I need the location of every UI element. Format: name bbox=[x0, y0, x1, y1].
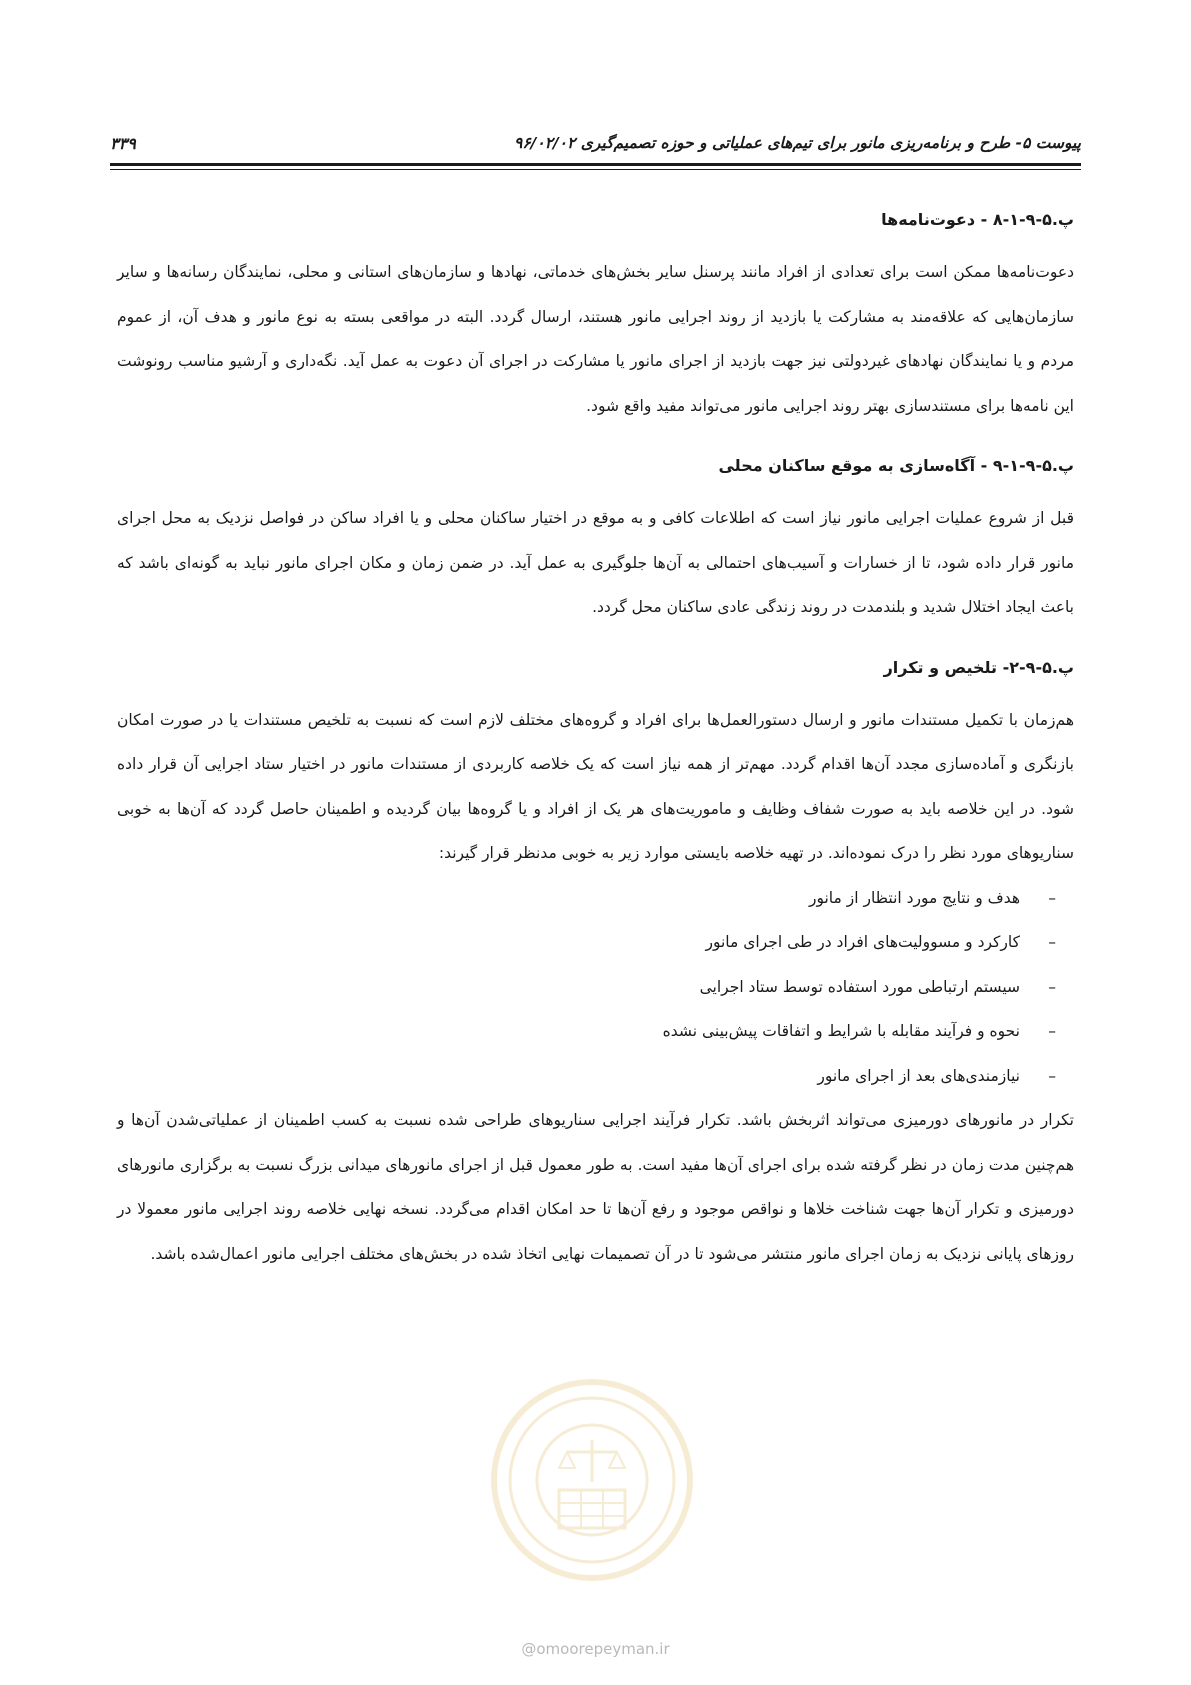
list-item bbox=[117, 1054, 1056, 1099]
section-paragraph-repetition: تکرار در مانورهای دورمیزی می‌تواند اثربخش باشد. تکرار فرآیند اجرایی سناریوهای طراحی شده نسبت به کسب اطمینان از عملیاتی‌شدن آن‌ها و هم‌چنین مدت زمان در نظر گرفته شده برای اجرای آن‌ها مفید است. به طور معمول قبل از اجرای مانورهای میدانی بزرگ نسبت به برگزاری مانورهای دورمیزی و تکرار آن‌ها جهت شناخت خلاها و نواقص موجود و رفع آن‌ها تا حد امکان اقدام می‌گردد. نسخه نهایی خلاصه روند اجرایی مانور معمولا در روزهای پایانی نزدیک به زمان اجرای مانور منتشر می‌شود تا در آن تصمیمات نهایی اتخاذ شده در بخش‌های مختلف اجرایی مانور اعمال‌شده باشد. bbox=[117, 1111, 1074, 1263]
page-number: ۳۳۹ bbox=[110, 133, 136, 153]
bullet-dash: – bbox=[1048, 977, 1056, 996]
header-rule-thin bbox=[110, 169, 1081, 170]
list-item-text: سیستم ارتباطی مورد استفاده توسط ستاد اجرایی bbox=[699, 977, 1020, 996]
list-item-text: نحوه و فرآیند مقابله با شرایط و اتفاقات پیش‌بینی نشده bbox=[662, 1022, 1020, 1040]
list-item-text: هدف و نتایج مورد انتظار از مانور bbox=[809, 888, 1020, 907]
list-item bbox=[117, 876, 1056, 921]
section-paragraph-summary: هم‌زمان با تکمیل مستندات مانور و ارسال دستورالعمل‌ها برای افراد و گروه‌های مختلف لازم است که نسبت به تلخیص مستندات یا در صورت امکان بازنگری و آماده‌سازی مجدد آن‌ها اقدام گردد. مهم‌تر از همه نیاز است که یک خلاصه کاربردی از مستندات مانور در اختیار ستاد اجرایی آن قرار داده شود. در این خلاصه باید به صورت شفاف وظایف و ماموریت‌های هر یک از افراد و یا گروه‌ها بیان گردیده و اطمینان حاصل گردد که آن‌ها به خوبی سناریوهای مورد نظر را درک نموده‌اند. در تهیه خلاصه بایستی موارد زیر به خوبی مدنظر قرار گیرند: bbox=[117, 710, 1074, 862]
list-item bbox=[117, 920, 1056, 965]
bullet-dash: – bbox=[1048, 1022, 1056, 1040]
bullet-dash: – bbox=[1048, 888, 1056, 907]
running-header bbox=[110, 126, 1081, 160]
section-heading-summary: پ.۵-۹-۲- تلخیص و تکرار bbox=[883, 657, 1074, 677]
bullet-dash: – bbox=[1048, 933, 1056, 951]
list-item bbox=[117, 965, 1056, 1010]
list-item-text: نیازمندی‌های بعد از اجرای مانور bbox=[817, 1066, 1020, 1085]
list-item-text: کارکرد و مسوولیت‌های افراد در طی اجرای مانور bbox=[705, 933, 1020, 951]
seal-emblem-icon bbox=[487, 1370, 697, 1590]
summary-bullet-list bbox=[117, 876, 1074, 1099]
list-item bbox=[117, 1009, 1056, 1054]
running-title: پیوست ۵- طرح و برنامه‌ریزی مانور برای تیم‌های عملیاتی و حوزه تصمیم‌گیری ۹۶/۰۲/۰۲ bbox=[514, 134, 1081, 152]
footer-url: @omoorepeyman.ir bbox=[521, 1640, 670, 1658]
page-content bbox=[117, 190, 1074, 1276]
section-paragraph-invitations: دعوت‌نامه‌ها ممکن است برای تعدادی از افراد مانند پرسنل سایر بخش‌های خدماتی، نهادها و سازمان‌های استانی و محلی، نمایندگان رسانه‌ها و سایر سازمان‌هایی که علاقه‌مند به مشارکت یا بازدید از روند اجرایی مانور هستند، ارسال گردد. البته در مواقعی بسته به نوع مانور و هدف آن، از عموم مردم و یا نمایندگان نهادهای غیردولتی نیز جهت بازدید از اجرای مانور یا مشارکت در اجرای آن دعوت به عمل آید. نگه‌داری و آرشیو مناسب رونوشت این نامه‌ها برای مستندسازی بهتر روند اجرایی مانور می‌تواند مفید واقع شود. bbox=[117, 263, 1074, 415]
header-rule-thick bbox=[110, 163, 1081, 166]
bullet-dash: – bbox=[1048, 1066, 1056, 1085]
section-heading-local-notice: پ.۵-۹-۱-۹ - آگاه‌سازی به موقع ساکنان محلی bbox=[718, 456, 1074, 475]
section-paragraph-local-notice: قبل از شروع عملیات اجرایی مانور نیاز است که اطلاعات کافی و به موقع در اختیار ساکنان محلی و یا افراد ساکن در فواصل نزدیک به محل اجرای مانور قرار داده شود، تا از خسارات و آسیب‌های احتمالی به آن‌ها جلوگیری به عمل آید. در ضمن زمان و مکان اجرای مانور نباید به گونه‌ای باشد که باعث ایجاد اختلال شدید و بلندمدت در روند زندگی عادی ساکنان محل گردد. bbox=[117, 509, 1074, 616]
section-heading-invitations: پ.۵-۹-۱-۸ - دعوت‌نامه‌ها bbox=[881, 210, 1074, 229]
